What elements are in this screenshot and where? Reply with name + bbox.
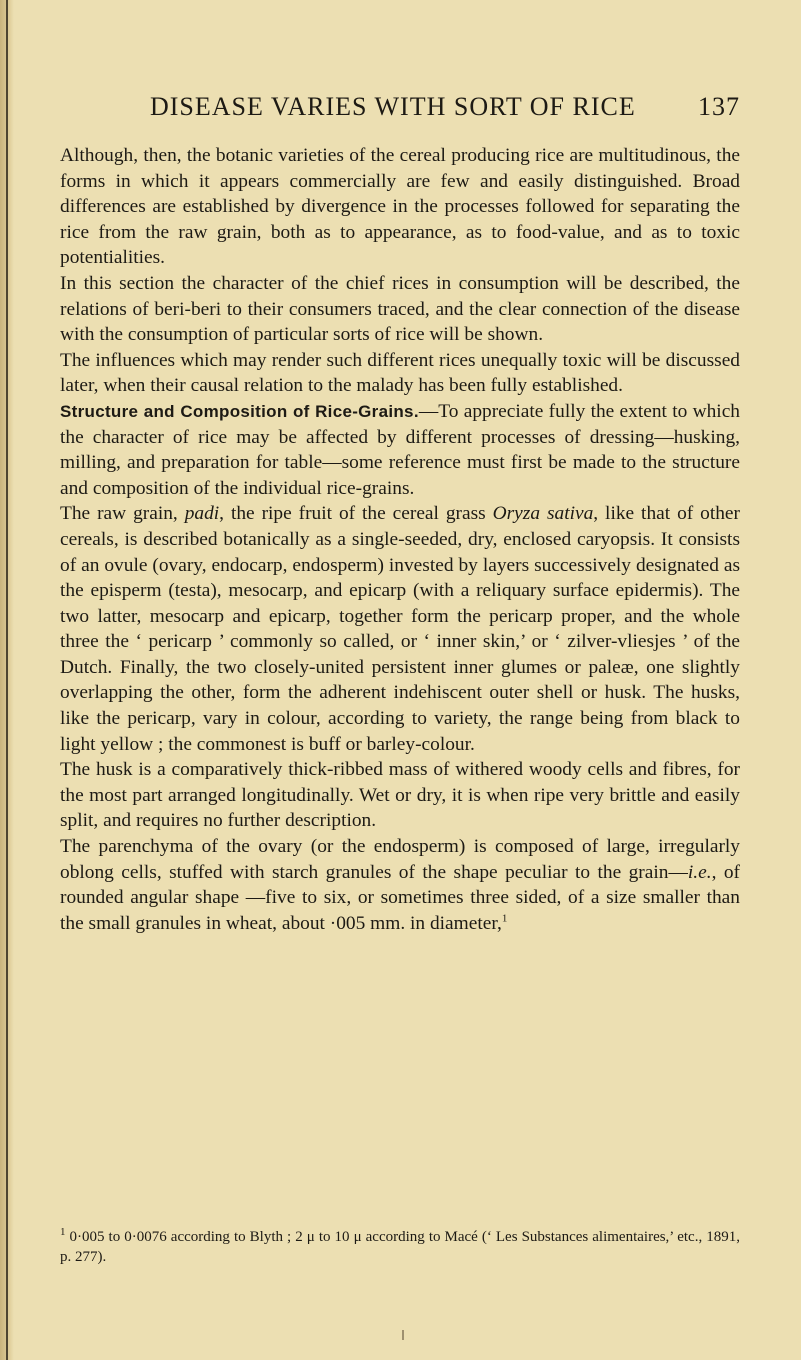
- term-oryza-sativa: Oryza sativa: [492, 503, 594, 525]
- term-padi: padi: [184, 503, 220, 525]
- footnote: [60, 1227, 740, 1267]
- paragraph-5-text-b: , the ripe fruit of the cereal grass: [219, 503, 493, 525]
- page-number: 137: [698, 92, 740, 121]
- term-ie: i.e.: [687, 861, 712, 883]
- footnote-text: 0·005 to 0·0076 according to Blyth ; 2 μ to 10 μ according to Macé (‘ Les Substances alimentaires,’ etc., 1891, p. 277).: [60, 1229, 740, 1265]
- running-head: [60, 92, 740, 128]
- paragraph-7: [60, 834, 740, 936]
- paragraph-4: [60, 399, 740, 501]
- paragraph-5: [60, 501, 740, 757]
- paragraph-3: The influences which may render such different rices unequally toxic will be discussed later, when their causal relation to the malady has been fully established.: [60, 349, 740, 397]
- paragraph-1: Although, then, the botanic varieties of the cereal producing rice are multitudinous, the forms in which it appears commercially are few and easily distinguished. Broad differences are established by divergence in the processes followed for separating the rice from the raw grain, both as to appearance, as to food-value, and as to toxic potentialities.: [60, 145, 740, 269]
- paragraph-4-text: —To appreciate fully the extent to which the character of rice may be affected by different processes of dressing—husking, milling, and preparation for table—some reference must first be made to the structure and composition of the individual rice-grains.: [60, 400, 740, 499]
- paragraph-2: In this section the character of the chief rices in consumption will be described, the relations of beri-beri to their consumers traced, and the clear connection of the disease with the consumption of particular sorts of rice will be shown.: [60, 272, 740, 346]
- footnote-reference: 1: [501, 912, 508, 925]
- paragraph-7-text-b: , of rounded angular shape —five to six, or sometimes three sided, of a size smaller than the small granules in wheat, about ·005 mm. in diameter,: [60, 861, 740, 934]
- paragraph-5-text-a: The raw grain,: [60, 503, 185, 525]
- paragraph-7-text-a: The parenchyma of the ovary (or the endosperm) is composed of large, irregularly oblong cells, stuffed with starch granules of the shape peculiar to the grain—: [60, 836, 740, 883]
- print-speck: [402, 1330, 404, 1340]
- page-binding-edge: [6, 0, 8, 1360]
- footnote-marker: 1: [60, 1226, 66, 1238]
- paragraph-6: The husk is a comparatively thick-ribbed mass of withered woody cells and fibres, for the most part arranged longitudinally. Wet or dry, it is when ripe very brittle and easily split, and requires no further description.: [60, 759, 740, 832]
- body-text: [60, 143, 740, 936]
- paragraph-5-text-c: , like that of other cereals, is described botanically as a single-seeded, dry, enclosed caryopsis. It consists of an ovule (ovary, endocarp, endosperm) invested by layers successively designated as the episperm (testa), mesocarp, and epicarp (with a reliquary surface epidermis). The two latter, mesocarp and epicarp, together form the pericarp proper, and the whole three the ‘ pericarp ’ commonly so called, or ‘ inner skin,’ or ‘ zilver-vliesjes ’ of the Dutch. Finally, the two closely-united persistent inner glumes or paleæ, one slightly overlapping the other, form the adherent indehiscent outer shell or husk. The husks, like the pericarp, vary in colour, according to variety, the range being from black to light yellow ; the commonest is buff or barley-colour.: [60, 503, 740, 755]
- running-title: DISEASE VARIES WITH SORT OF RICE: [150, 92, 636, 121]
- section-heading: Structure and Composition of Rice-Grains.: [60, 401, 419, 421]
